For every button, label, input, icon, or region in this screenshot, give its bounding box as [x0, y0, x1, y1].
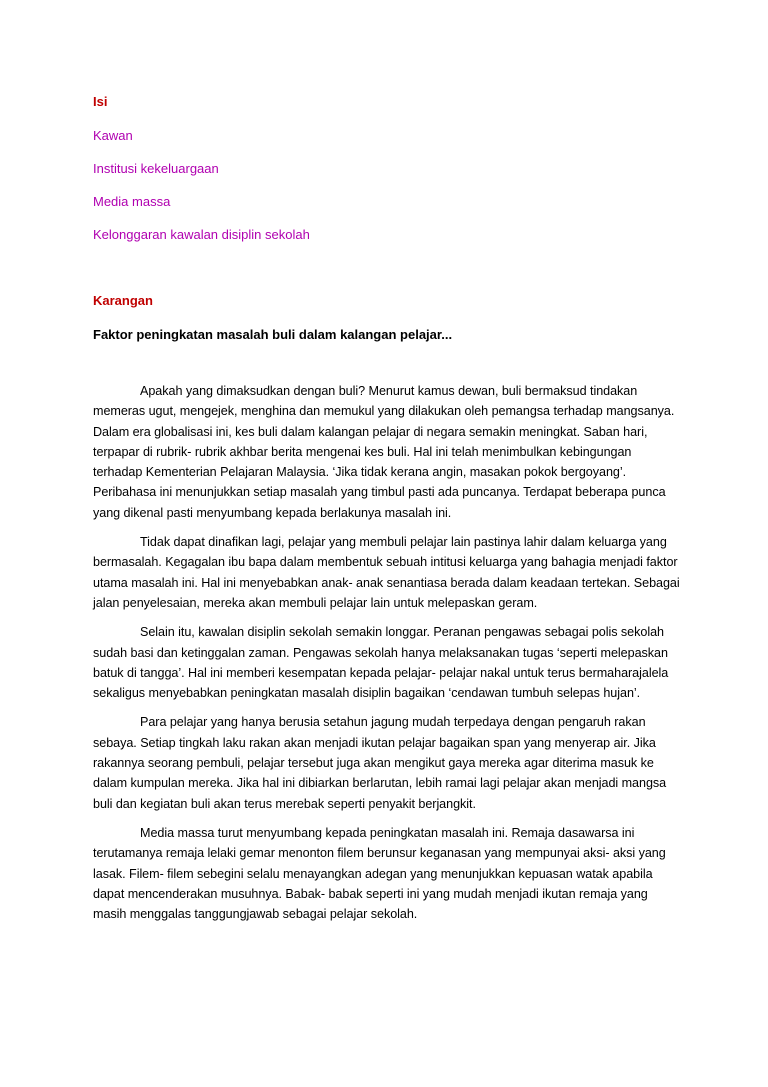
essay-heading: Karangan	[93, 293, 153, 308]
essay-paragraph-5: Media massa turut menyumbang kepada peningkatan masalah ini. Remaja dasawarsa ini terutamanya remaja lelaki gemar menonton filem berunsur keganasan yang mempunyai aksi- aksi yang lasak. Filem- filem sebegini selalu menayangkan adegan yang menunjukkan kepuasan watak apabila dapat mencenderakan musuhnya. Babak- babak seperti ini yang mudah menjadi ikutan remaja yang masih menggalas tanggungjawab sebagai pelajar sekolah.	[93, 825, 666, 922]
essay-title: Faktor peningkatan masalah buli dalam kalangan pelajar...	[93, 327, 453, 342]
document-page	[93, 94, 683, 924]
essay-paragraph-3: Selain itu, kawalan disiplin sekolah semakin longgar. Peranan pengawas sebagai polis sekolah sudah basi dan ketinggalan zaman. Pengawas sekolah hanya melaksanakan tugas ‘seperti melepaskan batuk di tangga’. Hal ini memberi kesempatan kepada pelajar- pelajar nakal untuk terus bermaharajalela sekaligus menyebabkan peningkatan masalah disiplin bagaikan ‘cendawan tumbuh selepas hujan’.	[93, 625, 669, 701]
essay-paragraph-4: Para pelajar yang hanya berusia setahun jagung mudah terpedaya dengan pengaruh rakan sebaya. Setiap tingkah laku rakan akan menjadi ikutan pelajar bagaikan span yang menyerap air. Jika rakannya seorang pembuli, pelajar tersebut juga akan mengikut gaya mereka agar diterima masuk ke dalam kumpulan mereka. Jika hal ini dibiarkan berlarutan, lebih ramai lagi pelajar akan menjadi mangsa buli dan kegiatan buli akan terus merebak seperti penyakit berjangkit.	[93, 715, 667, 811]
essay-paragraph-1: Apakah yang dimaksudkan dengan buli? Menurut kamus dewan, buli bermaksud tindakan memeras ugut, mengejek, menghina dan memukul yang dilakukan oleh pemangsa terhadap mangsanya. Dalam era globalisasi ini, kes buli dalam kalangan pelajar di negara semakin meningkat. Saban hari, terpapar di rubrik- rubrik akhbar berita mengenai kes buli. Hal ini telah menimbulkan kebingungan terhadap Kementerian Pelajaran Malaysia. ‘Jika tidak kerana angin, masakan pokok bergoyang’. Peribahasa ini menunjukkan setiap masalah yang timbul pasti ada puncanya. Terdapat beberapa punca yang dikenal pasti menyumbang kepada berlakunya masalah ini.	[93, 384, 675, 520]
essay-paragraph-2: Tidak dapat dinafikan lagi, pelajar yang membuli pelajar lain pastinya lahir dalam keluarga yang bermasalah. Kegagalan ibu bapa dalam membentuk sebuah intitusi keluarga yang bahagia menjadi faktor utama masalah ini. Hal ini menyebabkan anak- anak senantiasa berada dalam keadaan tertekan. Sebagai jalan penyelesaian, mereka akan membuli pelajar lain untuk melepaskan geram.	[93, 535, 680, 610]
outline-item-kawan: Kawan	[93, 128, 133, 143]
outline-item-media: Media massa	[93, 194, 171, 209]
outline-heading: Isi	[93, 94, 108, 109]
outline-item-institusi: Institusi kekeluargaan	[93, 161, 219, 176]
outline-item-kelonggaran: Kelonggaran kawalan disiplin sekolah	[93, 227, 310, 242]
